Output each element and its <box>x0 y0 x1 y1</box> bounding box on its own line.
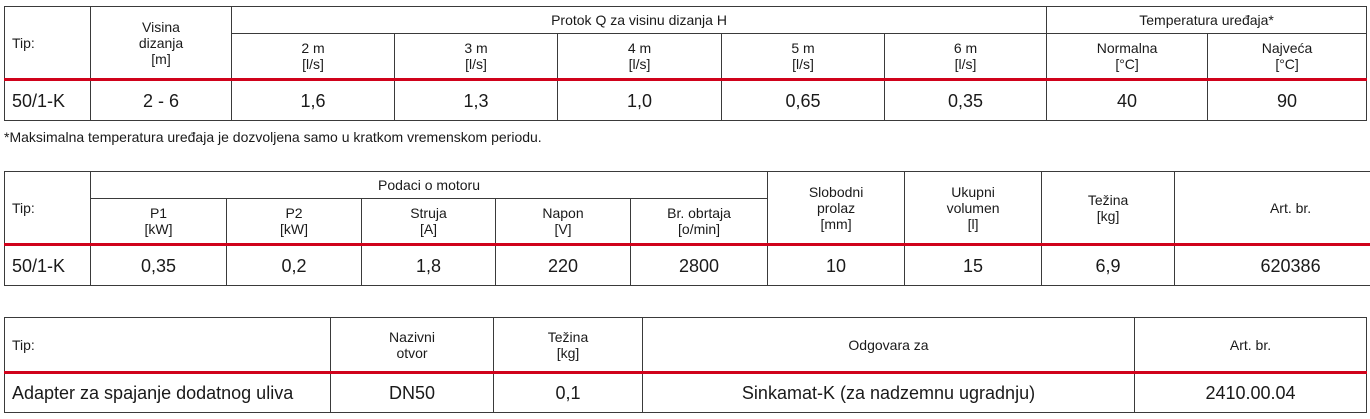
lift-height-cell: 2 - 6 <box>91 80 232 121</box>
tip-header: Tip: <box>5 318 331 373</box>
nominal-opening-cell: DN50 <box>331 373 494 413</box>
flow-5m-header: 5 m [l/s] <box>722 34 885 80</box>
table-row <box>5 245 1370 286</box>
pump-flow-table <box>4 6 1367 121</box>
weight-header: Težina [kg] <box>494 318 643 373</box>
art-number-header: Art. br. <box>1135 318 1367 373</box>
current-cell: 1,8 <box>362 245 496 286</box>
art-number-cell: 2410.00.04 <box>1135 373 1367 413</box>
adapter-table <box>4 317 1367 413</box>
total-volume-cell: 15 <box>905 245 1042 286</box>
rpm-cell: 2800 <box>631 245 768 286</box>
p1-header: P1 [kW] <box>91 199 227 245</box>
flow-3m-cell: 1,3 <box>395 80 558 121</box>
weight-cell: 6,9 <box>1042 245 1175 286</box>
temperature-footnote: *Maksimalna temperatura uređaja je dozvoljena samo u kratkom vremenskom periodu. <box>4 129 542 145</box>
flow-4m-header: 4 m [l/s] <box>558 34 722 80</box>
flow-2m-cell: 1,6 <box>232 80 395 121</box>
total-volume-header: Ukupni volumen [l] <box>905 172 1042 245</box>
flow-6m-header: 6 m [l/s] <box>885 34 1047 80</box>
current-header: Struja [A] <box>362 199 496 245</box>
tip-header: Tip: <box>5 7 91 80</box>
free-passage-cell: 10 <box>768 245 905 286</box>
weight-header: Težina [kg] <box>1042 172 1175 245</box>
flow-4m-cell: 1,0 <box>558 80 722 121</box>
tip-header: Tip: <box>5 172 91 245</box>
rpm-header: Br. obrtaja [o/min] <box>631 199 768 245</box>
p2-header: P2 [kW] <box>227 199 362 245</box>
temperature-group-header: Temperatura uređaja* <box>1047 7 1367 34</box>
tip-cell: 50/1-K <box>5 80 91 121</box>
nominal-opening-header: Nazivni otvor <box>331 318 494 373</box>
art-number-cell: 620386 <box>1175 245 1370 286</box>
p2-cell: 0,2 <box>227 245 362 286</box>
temp-max-header: Najveća [°C] <box>1208 34 1367 80</box>
table-row <box>5 80 1367 121</box>
voltage-header: Napon [V] <box>496 199 631 245</box>
flow-3m-header: 3 m [l/s] <box>395 34 558 80</box>
suits-header: Odgovara za <box>643 318 1135 373</box>
motor-data-table <box>4 171 1370 286</box>
flow-6m-cell: 0,35 <box>885 80 1047 121</box>
flow-group-header: Protok Q za visinu dizanja H <box>232 7 1047 34</box>
temp-normal-cell: 40 <box>1047 80 1208 121</box>
p1-cell: 0,35 <box>91 245 227 286</box>
flow-5m-cell: 0,65 <box>722 80 885 121</box>
table-row <box>5 373 1367 413</box>
motor-group-header: Podaci o motoru <box>91 172 768 199</box>
temp-normal-header: Normalna [°C] <box>1047 34 1208 80</box>
temp-max-cell: 90 <box>1208 80 1367 121</box>
voltage-cell: 220 <box>496 245 631 286</box>
lift-height-header: Visina dizanja [m] <box>91 7 232 80</box>
tip-cell: Adapter za spajanje dodatnog uliva <box>5 373 331 413</box>
flow-2m-header: 2 m [l/s] <box>232 34 395 80</box>
tip-cell: 50/1-K <box>5 245 91 286</box>
suits-cell: Sinkamat-K (za nadzemnu ugradnju) <box>643 373 1135 413</box>
free-passage-header: Slobodni prolaz [mm] <box>768 172 905 245</box>
art-number-header: Art. br. <box>1175 172 1370 245</box>
weight-cell: 0,1 <box>494 373 643 413</box>
